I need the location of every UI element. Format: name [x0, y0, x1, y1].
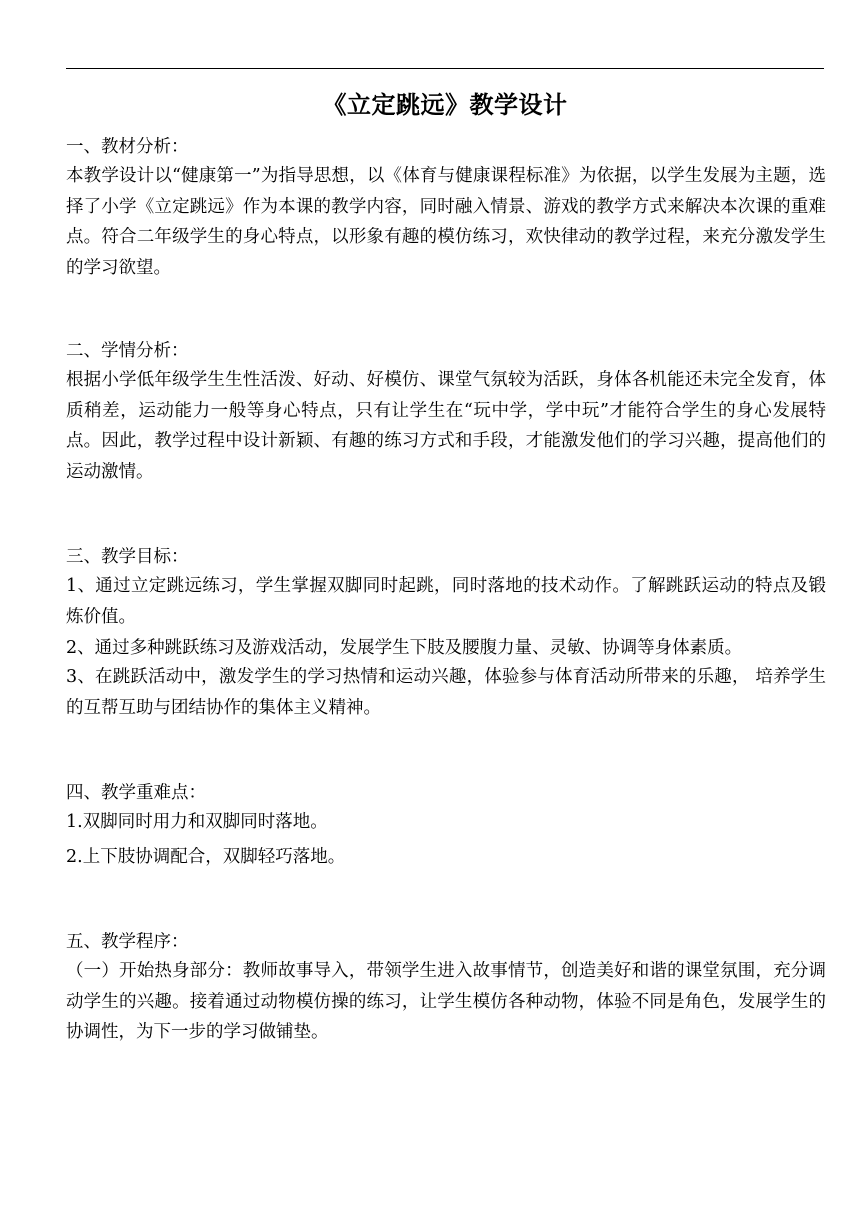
header-rule [66, 68, 824, 69]
section-paragraph: 根据小学低年级学生生性活泼、好动、好模仿、课堂气氛较为活跃，身体各机能还未完全发育，体质稍差，运动能力一般等身心特点，只有让学生在“玩中学，学中玩”才能符合学生的身心发展特点。因此，教学过程中设计新颖、有趣的练习方式和手段，才能激发他们的学习兴趣，提高他们的运动激情。 [66, 370, 826, 482]
section-spacer [66, 487, 826, 543]
key-point-item: 2.上下肢协调配合，双脚轻巧落地。 [66, 847, 346, 867]
section-paragraph: 本教学设计以“健康第一”为指导思想，以《体育与健康课程标准》为依据，以学生发展为主题，选择了小学《立定跳远》作为本课的教学内容，同时融入情景、游戏的教学方式来解决本次课的重难点。符合二年级学生的身心特点，以形象有趣的模仿练习，欢快律动的教学过程，来充分激发学生的学习欲望。 [66, 166, 826, 278]
section-heading: 二、学情分析： [66, 341, 189, 361]
section-student-analysis [66, 337, 826, 487]
document-title: 《立定跳远》教学设计 [322, 90, 568, 119]
section-teaching-objectives [66, 543, 826, 723]
section-heading: 四、教学重难点： [66, 783, 206, 803]
section-heading: 五、教学程序： [66, 932, 189, 952]
section-spacer [66, 872, 826, 928]
objective-item: 2、通过多种跳跃练习及游戏活动，发展学生下肢及腰腹力量、灵敏、协调等身体素质。 [66, 638, 743, 658]
section-heading: 三、教学目标： [66, 547, 189, 567]
section-heading: 一、教材分析： [66, 137, 189, 157]
section-spacer [66, 283, 826, 337]
section-spacer [66, 723, 826, 779]
section-material-analysis [66, 133, 826, 283]
section-paragraph: （一）开始热身部分：教师故事导入，带领学生进入故事情节，创造美好和谐的课堂氛围，充分调动学生的兴趣。接着通过动物模仿操的练习，让学生模仿各种动物，体验不同是角色，发展学生的协调性，为下一步的学习做铺垫。 [66, 961, 826, 1042]
document-body [66, 133, 826, 1048]
objective-item: 3、在跳跃活动中，激发学生的学习热情和运动兴趣，体验参与体育活动所带来的乐趣， 培养学生的互帮互助与团结协作的集体主义精神。 [66, 667, 826, 718]
section-teaching-procedure [66, 928, 826, 1048]
key-point-item: 1.双脚同时用力和双脚同时落地。 [66, 812, 328, 832]
objective-item: 1、通过立定跳远练习，学生掌握双脚同时起跳，同时落地的技术动作。了解跳跃运动的特点及锻炼价值。 [66, 576, 826, 627]
section-key-difficulties [66, 779, 826, 872]
